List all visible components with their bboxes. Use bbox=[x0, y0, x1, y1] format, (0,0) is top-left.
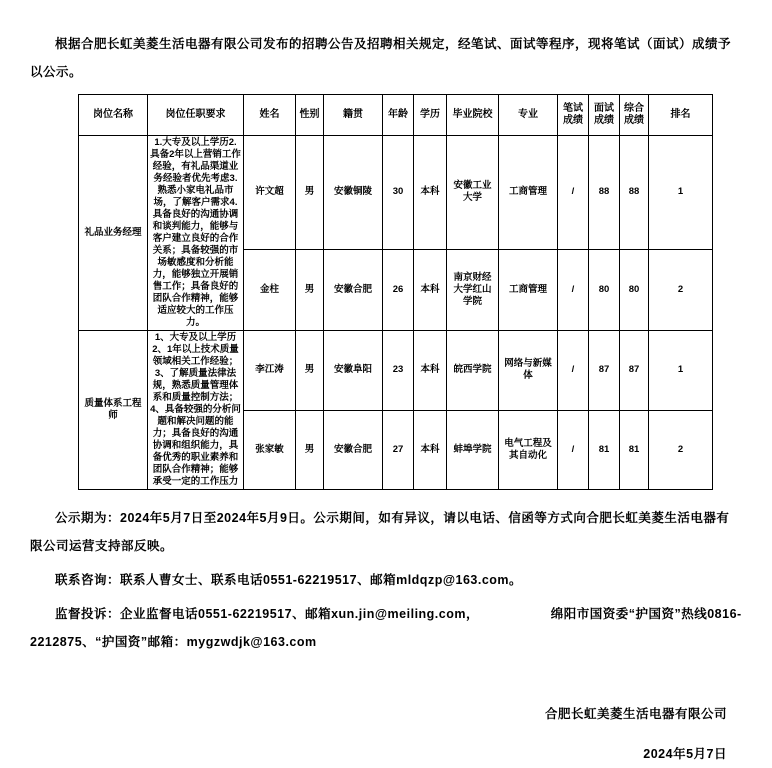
header-row bbox=[79, 95, 713, 136]
results-table bbox=[78, 94, 713, 490]
column-header-gender: 性别 bbox=[296, 95, 324, 136]
cell-native-place: 安徽合肥 bbox=[324, 410, 383, 490]
column-header-school: 毕业院校 bbox=[447, 95, 499, 136]
cell-requirements: 1、大专及以上学历2、1年以上技术质量领域相关工作经验；3、了解质量法律法规，熟悉质量管理体系和质量控制方法；4、具备较强的分析问题和解决问题的能力；具备良好的沟通协调和组织能力，具备优秀的职业素养和团队合作精神；能够承受一定的工作压力 bbox=[148, 331, 244, 490]
cell-candidate-name: 金柱 bbox=[244, 249, 296, 330]
cell-gender: 男 bbox=[296, 249, 324, 330]
cell-native-place: 安徽合肥 bbox=[324, 249, 383, 330]
cell-gender: 男 bbox=[296, 136, 324, 250]
intro-paragraph: 根据合肥长虹美菱生活电器有限公司发布的招聘公告及招聘相关规定，经笔试、面试等程序，现将笔试（面试）成绩予以公示。 bbox=[30, 37, 732, 79]
cell-requirements: 1.大专及以上学历2.具备2年以上营销工作经验，有礼品渠道业务经验者优先考虑3.熟悉小家电礼品市场，了解客户需求4.具备良好的沟通协调和谈判能力，能够与客户建立良好的合作关系；具备较强的市场敏感度和分析能力，能够独立开展销售工作；具备良好的团队合作精神，能够适应较大的工作压力。 bbox=[148, 136, 244, 331]
cell-written-score: / bbox=[558, 136, 589, 250]
cell-native-place: 安徽铜陵 bbox=[324, 136, 383, 250]
contact-paragraph: 联系咨询：联系人曹女士、联系电话0551-62219517、邮箱mldqzp@163.com。 bbox=[55, 573, 523, 587]
column-header-requirements: 岗位任职要求 bbox=[148, 95, 244, 136]
signature-date: 2024年5月7日 bbox=[643, 747, 727, 761]
table-row bbox=[79, 331, 713, 411]
cell-age: 27 bbox=[383, 410, 414, 490]
cell-native-place: 安徽阜阳 bbox=[324, 331, 383, 411]
cell-education: 本科 bbox=[414, 136, 447, 250]
cell-major: 工商管理 bbox=[499, 136, 558, 250]
cell-position-name: 礼品业务经理 bbox=[79, 136, 148, 331]
cell-candidate-name: 李江涛 bbox=[244, 331, 296, 411]
cell-interview-score: 81 bbox=[589, 410, 620, 490]
cell-gender: 男 bbox=[296, 410, 324, 490]
cell-written-score: / bbox=[558, 331, 589, 411]
cell-candidate-name: 许文超 bbox=[244, 136, 296, 250]
column-header-overall-score: 综合成绩 bbox=[620, 95, 649, 136]
notice-period-paragraph: 公示期为：2024年5月7日至2024年5月9日。公示期间，如有异议，请以电话、信函等方式向合肥长虹美菱生活电器有限公司运营支持部反映。 bbox=[30, 511, 730, 553]
cell-overall-score: 81 bbox=[620, 410, 649, 490]
company-signature: 合肥长虹美菱生活电器有限公司 bbox=[544, 707, 727, 721]
cell-school: 蚌埠学院 bbox=[447, 410, 499, 490]
column-header-native-place: 籍贯 bbox=[324, 95, 383, 136]
table-row bbox=[79, 136, 713, 250]
cell-gender: 男 bbox=[296, 331, 324, 411]
cell-age: 30 bbox=[383, 136, 414, 250]
cell-interview-score: 88 bbox=[589, 136, 620, 250]
column-header-rank: 排名 bbox=[649, 95, 713, 136]
column-header-education: 学历 bbox=[414, 95, 447, 136]
cell-overall-score: 88 bbox=[620, 136, 649, 250]
cell-education: 本科 bbox=[414, 249, 447, 330]
cell-rank: 1 bbox=[649, 331, 713, 411]
cell-interview-score: 80 bbox=[589, 249, 620, 330]
supervision-paragraph: 监督投诉：企业监督电话0551-62219517、邮箱xun.jin@meiling.com， 绵阳市国资委“护国资”热线0816-2212875、“护国资”邮箱：mygzwdjk@163.com bbox=[30, 607, 742, 649]
cell-written-score: / bbox=[558, 410, 589, 490]
cell-rank: 1 bbox=[649, 136, 713, 250]
cell-candidate-name: 张家敏 bbox=[244, 410, 296, 490]
column-header-major: 专业 bbox=[499, 95, 558, 136]
column-header-age: 年龄 bbox=[383, 95, 414, 136]
cell-age: 23 bbox=[383, 331, 414, 411]
cell-major: 工商管理 bbox=[499, 249, 558, 330]
cell-rank: 2 bbox=[649, 410, 713, 490]
cell-rank: 2 bbox=[649, 249, 713, 330]
column-header-interview-score: 面试成绩 bbox=[589, 95, 620, 136]
cell-school: 安徽工业大学 bbox=[447, 136, 499, 250]
cell-position-name: 质量体系工程师 bbox=[79, 331, 148, 490]
column-header-written-score: 笔试成绩 bbox=[558, 95, 589, 136]
cell-education: 本科 bbox=[414, 331, 447, 411]
cell-education: 本科 bbox=[414, 410, 447, 490]
cell-major: 网络与新媒体 bbox=[499, 331, 558, 411]
cell-written-score: / bbox=[558, 249, 589, 330]
cell-overall-score: 87 bbox=[620, 331, 649, 411]
column-header-name: 姓名 bbox=[244, 95, 296, 136]
cell-interview-score: 87 bbox=[589, 331, 620, 411]
cell-school: 南京财经大学红山学院 bbox=[447, 249, 499, 330]
cell-age: 26 bbox=[383, 249, 414, 330]
cell-major: 电气工程及其自动化 bbox=[499, 410, 558, 490]
cell-school: 皖西学院 bbox=[447, 331, 499, 411]
cell-overall-score: 80 bbox=[620, 249, 649, 330]
column-header-position: 岗位名称 bbox=[79, 95, 148, 136]
